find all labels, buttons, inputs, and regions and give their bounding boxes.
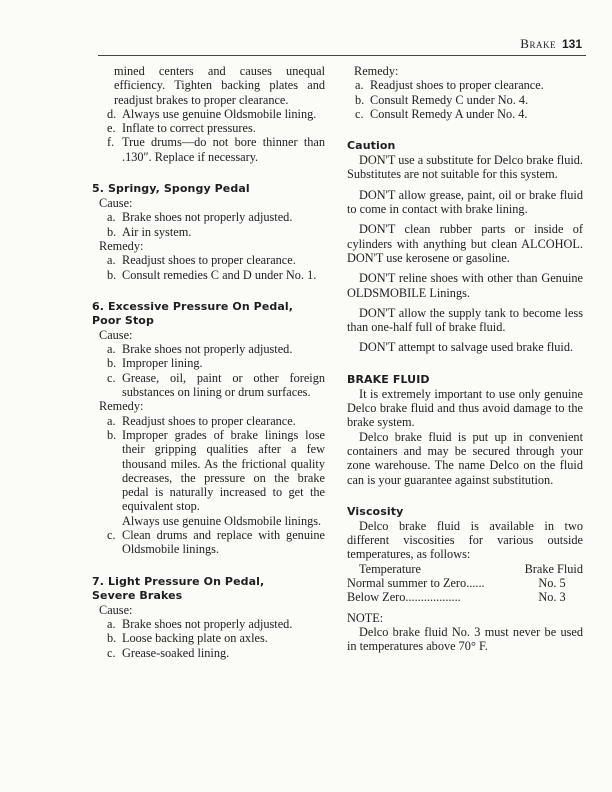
viscosity-intro: Delco brake fluid is available in two different viscosities for various outside temperatures, as follows: xyxy=(347,518,583,562)
list-item: c. Clean drums and replace with genuine Oldsmobile linings. xyxy=(107,528,325,557)
list-item: d. Always use genuine Oldsmobile lining. xyxy=(107,106,317,121)
list-item: c. Grease, oil, paint or other foreign substances on lining or drum surfaces. xyxy=(107,370,325,400)
viscosity-heading: Viscosity xyxy=(347,504,404,518)
note-label: NOTE: xyxy=(347,610,384,625)
list-item: a. Readjust shoes to proper clearance. xyxy=(107,253,296,268)
left-column xyxy=(92,64,325,660)
list-item: b. Improper grades of brake linings lose their gripping qualities after a few thousand miles. As the frictional quality decreases, the pressure on the brake pedal is naturally increased to get the equivalent stop. Always use genuine Oldsmobile linings. xyxy=(107,427,325,528)
list-item: e. Inflate to correct pressures. xyxy=(107,121,256,136)
brake-fluid-heading: BRAKE FLUID xyxy=(347,372,430,386)
list-item: b. Loose backing plate on axles. xyxy=(107,631,268,646)
remedy-label: Remedy: xyxy=(99,399,144,414)
caution-heading: Caution xyxy=(347,139,396,153)
remedy-label: Remedy: xyxy=(99,238,144,253)
list-item: a. Readjust shoes to proper clearance. xyxy=(107,413,296,428)
right-column xyxy=(347,64,583,654)
list-item: a. Brake shoes not properly adjusted. xyxy=(107,616,293,631)
list-item: b. Consult Remedy C under No. 4. xyxy=(355,92,529,107)
brake-fluid-paragraph: Delco brake fluid is put up in convenient containers and may be secured through your zone warehouse. The name Delco on the fluid can is your guarantee against substitution. xyxy=(347,429,583,487)
caution-paragraph: DON'T reline shoes with other than Genuine OLDSMOBILE Linings. xyxy=(347,271,583,300)
brake-fluid-paragraph: It is extremely important to use only genuine Delco brake fluid and thus avoid damage to the brake system. xyxy=(347,386,583,430)
list-item: f. True drums—do not bore thinner than .130″. Replace if necessary. xyxy=(107,135,325,164)
section-heading-5: 5. Springy, Spongy Pedal xyxy=(92,182,250,196)
list-item: a. Brake shoes not properly adjusted. xyxy=(107,342,293,357)
list-item: c. Consult Remedy A under No. 4. xyxy=(355,106,528,121)
page-header xyxy=(98,36,586,56)
continued-text: mined centers and causes unequal efficiency. Tighten backing plates and readjust brakes to proper clearance. xyxy=(114,64,325,107)
caution-paragraph: DON'T use a substitute for Delco brake fluid. Substitutes are not suitable for this system. xyxy=(347,153,583,182)
list-item: a. Readjust shoes to proper clearance. xyxy=(355,78,544,93)
section-heading-7: 7. Light Pressure On Pedal, Severe Brakes xyxy=(92,574,265,602)
list-item: b. Improper lining. xyxy=(107,356,203,371)
running-head-section: Brake xyxy=(520,36,556,51)
caution-paragraph: DON'T allow the supply tank to become less than one-half full of brake fluid. xyxy=(347,305,583,335)
cause-label: Cause: xyxy=(99,602,133,617)
remedy-label: Remedy: xyxy=(354,64,399,78)
caution-paragraph: DON'T allow grease, paint, oil or brake fluid to come in contact with brake lining. xyxy=(347,187,583,217)
list-item: b. Air in system. xyxy=(107,224,192,239)
list-item: a. Brake shoes not properly adjusted. xyxy=(107,210,293,225)
cause-label: Cause: xyxy=(99,327,133,342)
list-item: c. Grease-soaked lining. xyxy=(107,645,230,660)
viscosity-table-row: Below Zero.................. No. 3 xyxy=(347,590,566,605)
viscosity-table-header: Temperature Brake Fluid xyxy=(359,561,583,576)
cause-label: Cause: xyxy=(99,196,133,211)
list-item: b. Consult remedies C and D under No. 1. xyxy=(107,267,317,282)
section-heading-6: 6. Excessive Pressure On Pedal, Poor Stop xyxy=(92,299,294,327)
caution-paragraph: DON'T attempt to salvage used brake fluid. xyxy=(359,340,574,355)
caution-paragraph: DON'T clean rubber parts or inside of cylinders with anything but clean ALCOHOL. DON'T use kerosene or gasoline. xyxy=(347,222,583,265)
page-number: 131 xyxy=(561,37,582,51)
note-text: Delco brake fluid No. 3 must never be used in temperatures above 70° F. xyxy=(347,624,583,654)
viscosity-table-row: Normal summer to Zero...... No. 5 xyxy=(347,576,566,591)
